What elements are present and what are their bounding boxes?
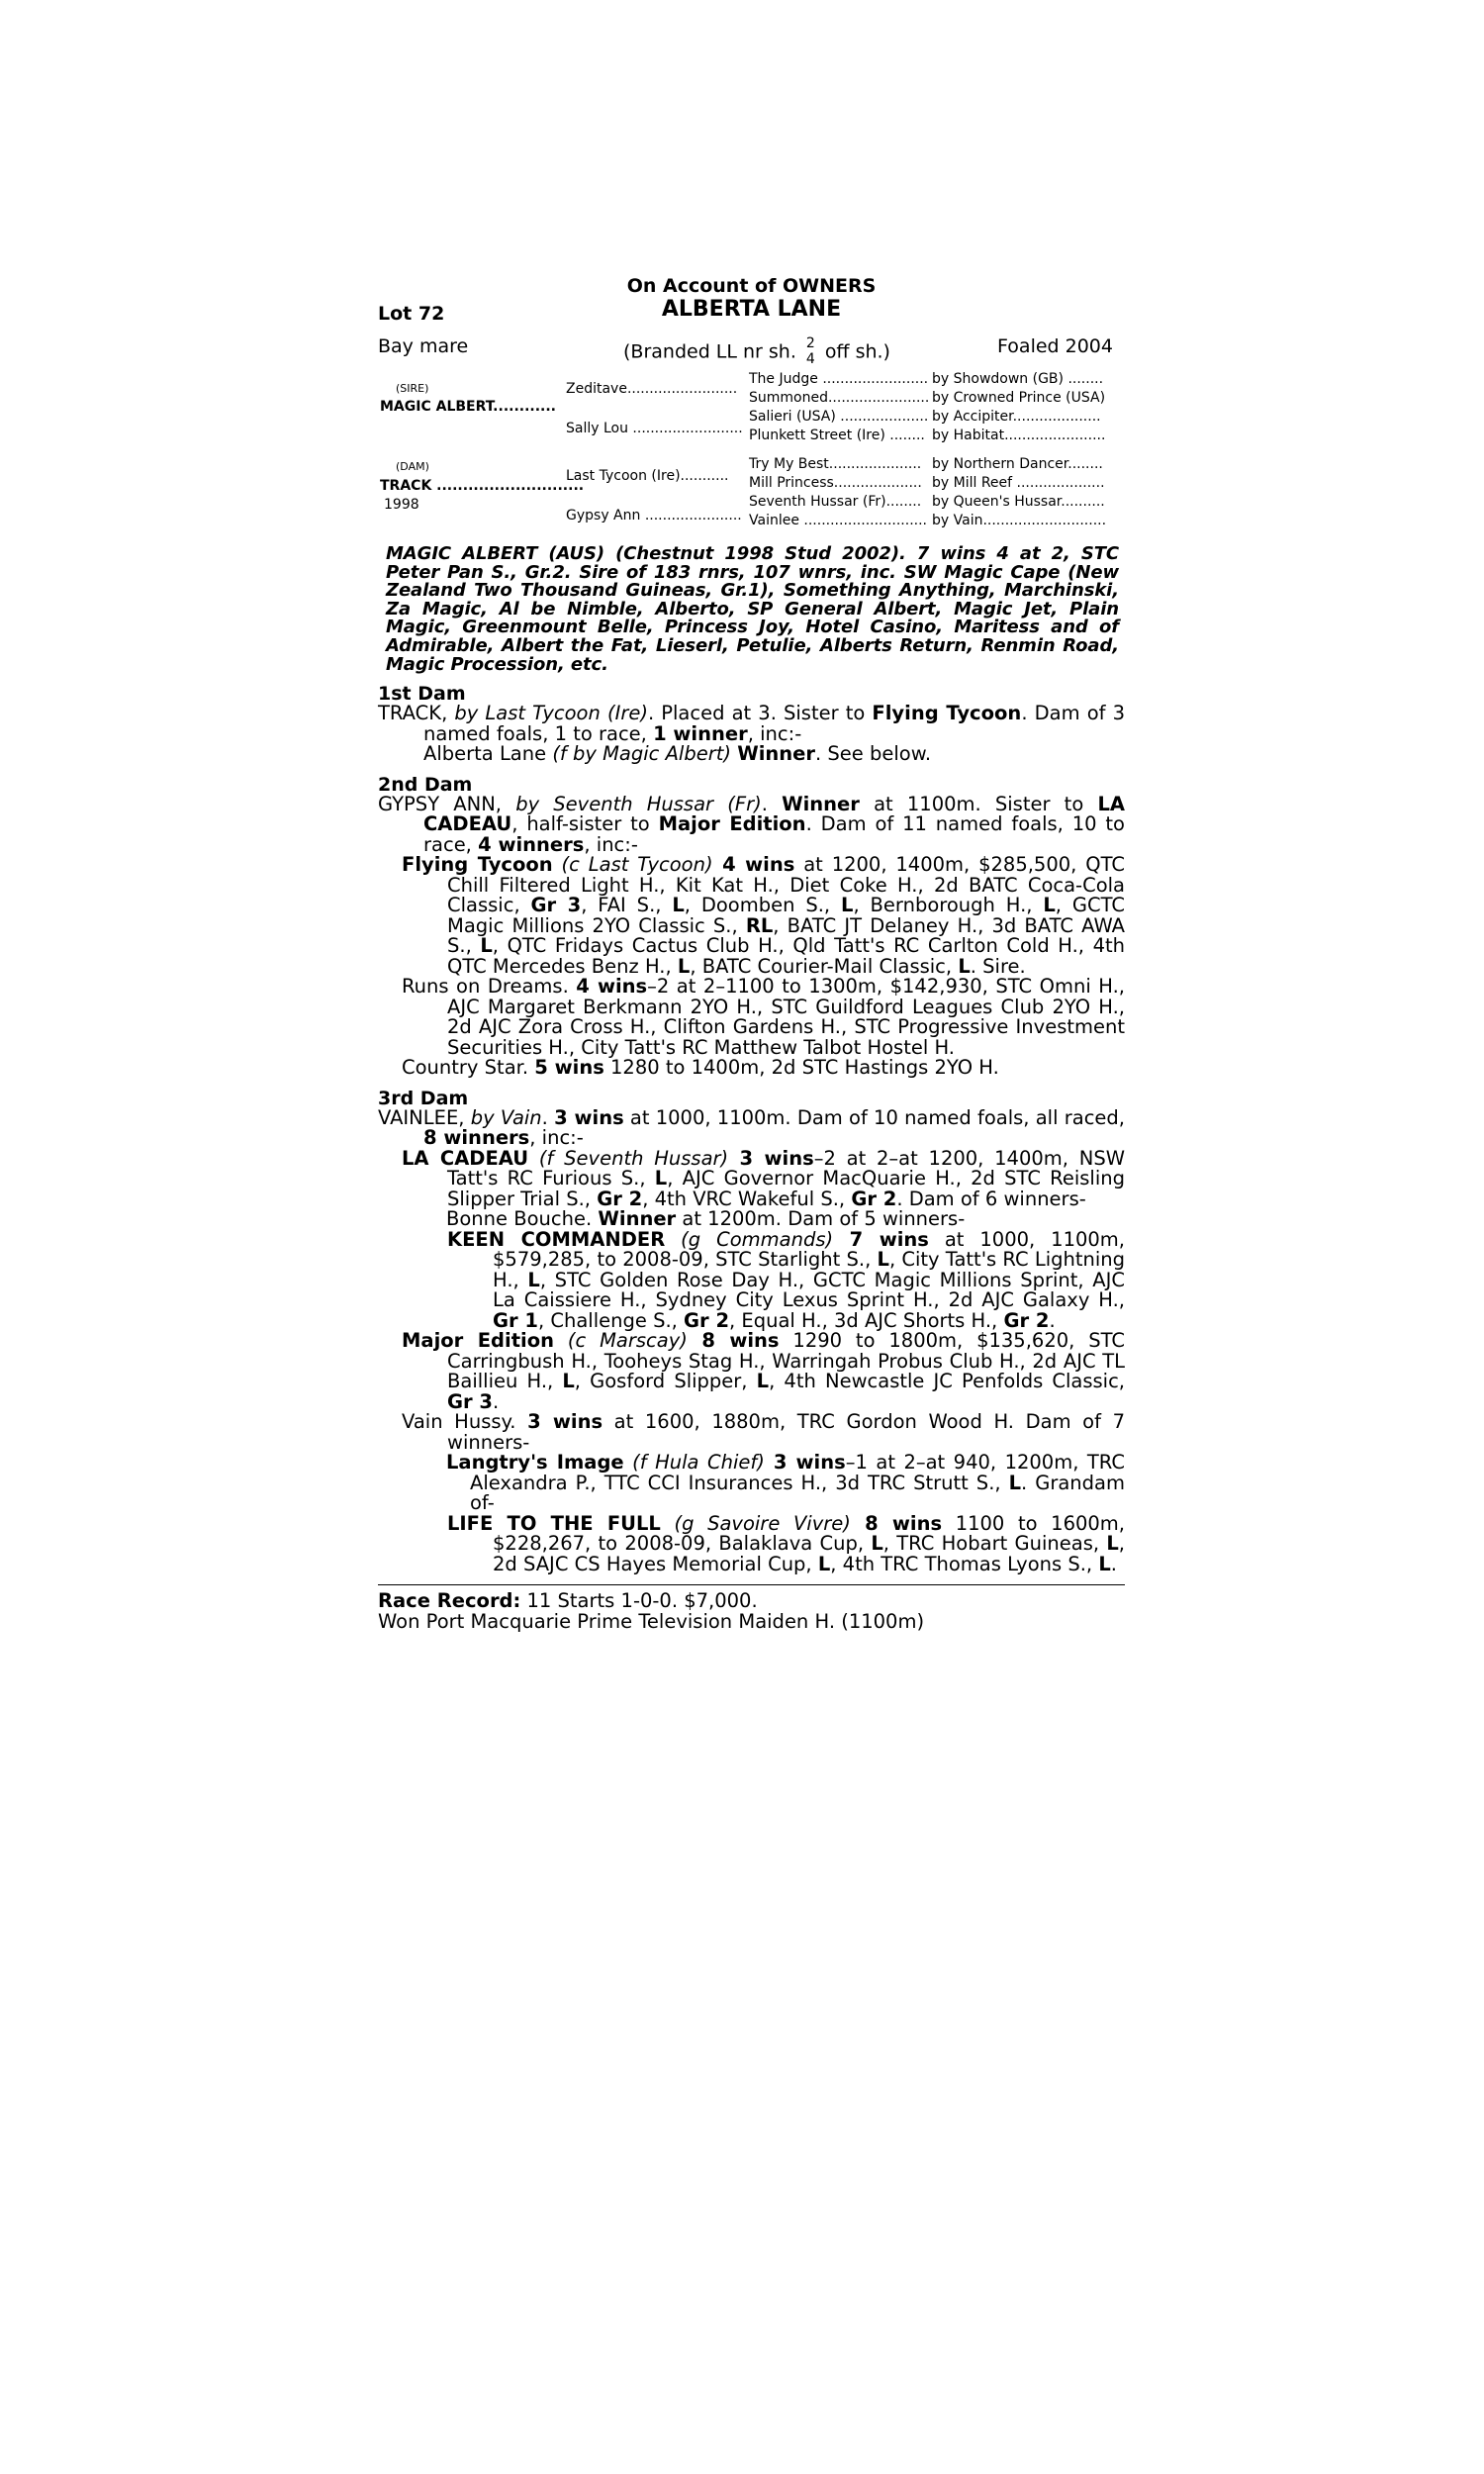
sire-name: MAGIC ALBERT............ — [380, 399, 557, 415]
third-dam-section — [378, 1089, 1125, 1575]
sire-tag: (SIRE) — [396, 382, 429, 395]
lot-number: Lot 72 — [378, 303, 445, 325]
dam-year: 1998 — [384, 497, 419, 513]
sire-sire: Zeditave......................... — [566, 381, 738, 397]
vendor-line: On Account of OWNERS — [626, 275, 877, 297]
ped-sss: The Judge ........................ — [749, 371, 929, 387]
dam-sire: Last Tycoon (Ire)........... — [566, 468, 729, 484]
ped-sss-by: by Showdown (GB) ........ — [932, 371, 1104, 387]
third-dam-entry: VAINLEE, by Vain. 3 wins at 1000, 1100m. Dam of 10 named foals, all raced, 8 winners, inc:- — [378, 1105, 1125, 1150]
first-dam-heading: 1st Dam — [378, 683, 466, 706]
race-record-label: Race Record: — [378, 1589, 521, 1613]
brand-info — [623, 336, 890, 368]
brand-text-end: off sh.) — [824, 340, 890, 363]
progeny-entry: LIFE TO THE FULL (g Savoire Vivre) 8 wins 1100 to 1600m, $228,267, to 2008-09, Balaklava Cup, L, TRC Hobart Guineas, L, 2d SAJC CS Hayes Memorial Cup, L, 4th TRC Thomas Lyons S., L. — [447, 1511, 1125, 1575]
progeny-entry: Flying Tycoon (c Last Tycoon) 4 wins at 1200, 1400m, $285,500, QTC Chill Filtered Light H., Kit Kat H., Diet Coke H., 2d BATC Coca-Cola Classic, Gr 3, FAI S., L, Doomben S., L, Bernborough H., L, GCTC Magic Millions 2YO Classic S., RL, BATC JT Delaney H., 3d BATC AWA S., L, QTC Fridays Cactus Club H., Qld Tatt's RC Carlton Cold H., 4th QTC Mercedes Benz H., L, BATC Courier-Mail Classic, L. Sire. — [402, 853, 1126, 978]
catalogue-page — [378, 272, 1125, 1632]
pedigree-table — [378, 369, 1125, 535]
ped-sdd-by: by Habitat....................... — [932, 428, 1106, 443]
first-dam-entry: TRACK, by Last Tycoon (Ire). Placed at 3. Sister to Flying Tycoon. Dam of 3 named foals, 1 to race, 1 winner, inc:- — [378, 702, 1126, 745]
progeny-entry: Langtry's Image (f Hula Chief) 3 wins–1 at 2–at 940, 1200m, TRC Alexandra P., TTC CCI Insurances H., 3d TRC Strutt S., L. Grandam of- — [446, 1451, 1125, 1515]
sire-dam: Sally Lou ......................... — [566, 421, 743, 436]
ped-ssd-by: by Crowned Prince (USA) — [932, 390, 1106, 406]
brand-text-start: (Branded LL nr sh. — [623, 340, 796, 363]
brand-numerator: 2 — [805, 335, 815, 351]
progeny-entry: Alberta Lane (f by Magic Albert) Winner. See below. — [423, 742, 932, 766]
divider — [378, 1584, 1125, 1585]
ped-dsd-by: by Mill Reef .................... — [932, 475, 1105, 491]
second-dam-section — [378, 775, 1125, 1079]
dam-name: TRACK ............................ — [380, 478, 585, 494]
progeny-entry: Vain Hussy. 3 wins at 1600, 1880m, TRC Gordon Wood H. Dam of 7 winners- — [402, 1410, 1126, 1454]
race-record-line — [378, 1591, 1125, 1612]
third-dam-heading: 3rd Dam — [378, 1087, 469, 1109]
ped-ddd-by: by Vain............................ — [932, 513, 1107, 528]
lot-header — [378, 272, 1125, 367]
progeny-entry: Major Edition (c Marscay) 8 wins 1290 to 1800m, $135,620, STC Carringbush H., Tooheys Stag H., Warringah Probus Club H., 2d AJC TL Baillieu H., L, Gosford Slipper, L, 4th Newcastle JC Penfolds Classic, Gr 3. — [402, 1329, 1126, 1413]
horse-sex: Bay mare — [378, 335, 469, 357]
first-dam-section — [378, 684, 1125, 765]
progeny-entry: Country Star. 5 wins 1280 to 1400m, 2d STC Hastings 2YO H. — [402, 1056, 999, 1080]
race-record-value: 11 Starts 1-0-0. $7,000. — [520, 1589, 758, 1613]
race-win-line: Won Port Macquarie Prime Television Maiden H. (1100m) — [378, 1609, 925, 1633]
ped-dsd: Mill Princess.................... — [749, 475, 922, 491]
brand-fraction — [806, 335, 815, 367]
progeny-entry: KEEN COMMANDER (g Commands) 7 wins at 1000, 1100m, $579,285, to 2008-09, STC Starlight S., L, City Tatt's RC Lightning H., L, STC Golden Rose Day H., GCTC Magic Millions Sprint, AJC La Caissiere H., Sydney City Lexus Sprint H., 2d AJC Galaxy H., Gr 1, Challenge S., Gr 2, Equal H., 3d AJC Shorts H., Gr 2. — [447, 1227, 1126, 1332]
dam-dam: Gypsy Ann ...................... — [566, 508, 742, 523]
ped-ssd: Summoned....................... — [749, 390, 930, 406]
progeny-entry: Runs on Dreams. 4 wins–2 at 2–1100 to 1300m, $142,930, STC Omni H., AJC Margaret Berkmann 2YO H., STC Guildford Leagues Club 2YO H., 2d AJC Zora Cross H., Clifton Gardens H., STC Progressive Investment Securities H., City Tatt's RC Matthew Talbot Hostel H. — [402, 975, 1125, 1059]
ped-sds-by: by Accipiter.................... — [932, 409, 1101, 425]
sire-description: MAGIC ALBERT (AUS) (Chestnut 1998 Stud 2002). 7 wins 4 at 2, STC Peter Pan S., Gr.2. Sire of 183 rnrs, 107 wnrs, inc. SW Magic Cape (New Zealand Two Thousand Guineas, Gr.1), Something Anything, Marchinski, Za Magic, Al be Nimble, Alberto, SP General Albert, Magic Jet, Plain Magic, Greenmount Belle, Princess Joy, Hotel Casino, Maritess and of Admirable, Albert the Fat, Lieserl, Petulie, Alberts Return, Renmin Road, Magic Procession, etc. — [386, 543, 1119, 675]
ped-sds: Salieri (USA) .................... — [749, 409, 929, 425]
second-dam-heading: 2nd Dam — [378, 773, 473, 796]
progeny-entry: LA CADEAU (f Seventh Hussar) 3 wins–2 at 2–at 1200, 1400m, NSW Tatt's RC Furious S., L, AJC Governor MacQuarie H., 2d STC Reisling Slipper Trial S., Gr 2, 4th VRC Wakeful S., Gr 2. Dam of 6 winners- — [402, 1146, 1126, 1210]
second-dam-entry: GYPSY ANN, by Seventh Hussar (Fr). Winner at 1100m. Sister to LA CADEAU, half-sister to Major Edition. Dam of 11 named foals, 10 to race, 4 winners, inc:- — [378, 792, 1125, 856]
ped-dds: Seventh Hussar (Fr)........ — [749, 494, 922, 510]
ped-ddd: Vainlee ............................ — [749, 513, 928, 528]
foaled-year: Foaled 2004 — [997, 335, 1113, 357]
horse-name: ALBERTA LANE — [661, 297, 842, 322]
ped-dss: Try My Best..................... — [749, 456, 922, 472]
brand-denominator: 4 — [805, 351, 815, 367]
ped-dds-by: by Queen's Hussar.......... — [932, 494, 1105, 510]
progeny-entry: Bonne Bouche. Winner at 1200m. Dam of 5 winners- — [446, 1207, 966, 1231]
ped-dss-by: by Northern Dancer........ — [932, 456, 1103, 472]
race-record — [378, 1591, 1125, 1632]
dam-tag: (DAM) — [396, 460, 429, 473]
ped-sdd: Plunkett Street (Ire) ........ — [749, 428, 925, 443]
